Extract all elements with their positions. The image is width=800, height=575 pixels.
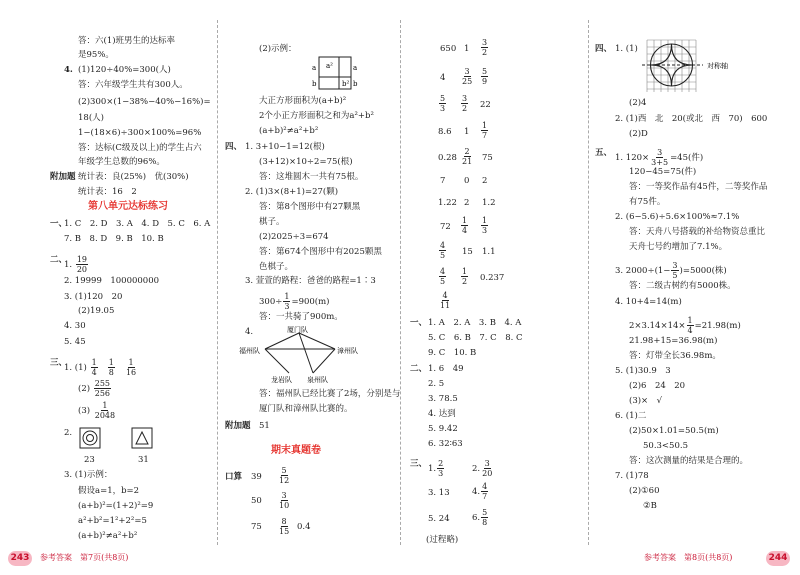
section-label: 四、 (225, 142, 243, 152)
text (615, 148, 703, 167)
numerator: 1 (128, 358, 134, 367)
node-label: 龙岩队 (271, 376, 292, 384)
denominator: 25 (462, 77, 473, 86)
label: b (353, 80, 358, 88)
denominator: 8 (482, 518, 488, 527)
circle-icon (83, 431, 97, 445)
denominator: 11 (440, 301, 451, 310)
text: 2. (472, 464, 481, 474)
exam-title: 期末真题卷 (271, 445, 321, 456)
text: (a+b)²≠a²+b² (259, 126, 319, 136)
numerator: 1 (91, 358, 97, 367)
fraction-cell (460, 216, 469, 235)
fraction-cell (460, 267, 469, 286)
label: a (312, 64, 317, 72)
denominator: 7 (482, 492, 488, 501)
text: 4 (440, 73, 446, 83)
text: (过程略) (426, 535, 459, 545)
text: 0 (464, 176, 470, 186)
fraction-cell (460, 67, 474, 86)
axis-label: 对称轴 (707, 62, 728, 70)
text: 答：第8个图形中有27颗黑 (259, 202, 361, 212)
fraction (439, 267, 446, 286)
denominator: 5 (440, 251, 446, 260)
fraction (481, 38, 488, 57)
numerator: 2 (464, 147, 470, 156)
fraction (461, 267, 468, 286)
text: 3. (1)示例： (64, 470, 113, 480)
text: (2)19.05 (78, 306, 115, 316)
footer-right-text: 参考答案 第8页(共8页) (644, 553, 733, 562)
square-diagram (311, 56, 361, 90)
text: 1. (428, 464, 437, 474)
fraction-cell (277, 466, 291, 485)
divider (588, 20, 589, 545)
denominator: 9 (482, 77, 488, 86)
team-graph (237, 325, 367, 385)
text: 75 (482, 153, 493, 163)
text: 0.237 (480, 273, 505, 283)
denominator: 20 (482, 469, 493, 478)
text: 3. 萱萱的路程：爸爸的路程=1∶3 (245, 276, 376, 286)
edge (313, 349, 335, 373)
text: (2)2025÷3=674 (259, 232, 329, 242)
text (64, 358, 138, 377)
text: 5. 9.42 (428, 424, 458, 434)
text: 75 (251, 522, 262, 532)
text: 8.6 (438, 127, 452, 137)
inner-circle-icon (87, 435, 94, 442)
text: 1. 6 49 (428, 364, 464, 374)
text: 120−45=75(件) (629, 167, 697, 177)
text: 6. 32∶63 (428, 439, 463, 449)
label: b² (342, 80, 350, 88)
text: 5. 45 (64, 337, 86, 347)
text: 1 (464, 44, 470, 54)
section-label: 二、 (410, 364, 428, 374)
text: 2个小正方形面积之和为a²+b² (259, 111, 374, 121)
text: (3) (78, 406, 91, 416)
text: 4. 10+4=14(m) (615, 297, 682, 307)
text: 4. 30 (64, 321, 86, 331)
text: 答：六年级学生共有300人。 (78, 80, 188, 90)
text (615, 261, 727, 280)
denominator: 3+5 (651, 158, 669, 167)
label: a² (326, 62, 333, 70)
text: 1−(18×6)÷300×100%=96% (78, 128, 202, 138)
fraction (125, 358, 137, 377)
node-label: 泉州队 (307, 376, 328, 384)
text: (3)× √ (629, 396, 663, 406)
text: 3. 13 (428, 488, 450, 498)
numerator: 2 (438, 459, 444, 468)
numerator: 4 (440, 241, 446, 250)
denominator: 12 (279, 476, 290, 485)
text: 2. 5 (428, 379, 445, 389)
denominator: 256 (94, 389, 111, 398)
text: 厦门队和漳州队比赛的。 (259, 404, 353, 414)
divider (217, 20, 218, 545)
numerator: 1 (108, 358, 114, 367)
column-3 (410, 0, 580, 550)
text: =45(件) (670, 153, 704, 163)
text: 72 (440, 222, 451, 232)
denominator: 3 (440, 104, 446, 113)
text: 答：六(1)班男生的达标率 (78, 36, 176, 46)
text: 39 (251, 472, 262, 482)
question-number: 4. (64, 65, 73, 75)
text: 7 (440, 176, 446, 186)
section-label: 附加题 (50, 172, 76, 182)
text: 统计表：良(25%) 优(30%) (78, 172, 189, 182)
text: (2)300×(1−38%−40%−16%)= (78, 97, 211, 107)
fraction-cell (438, 94, 447, 113)
denominator: 4 (462, 226, 468, 235)
denominator: 2048 (94, 411, 116, 420)
text: 3. 2000÷(1− (615, 266, 671, 276)
denominator: 2 (462, 104, 468, 113)
label: a (353, 64, 358, 72)
fraction (439, 94, 446, 113)
text: (2)4 (629, 98, 647, 108)
column-1 (50, 0, 215, 550)
text: 统计表：16 2 (78, 187, 137, 197)
text: 色棋子。 (259, 262, 294, 272)
denominator: 20 (76, 265, 88, 274)
text: 答：灯带全长36.98m。 (629, 351, 721, 361)
denominator: 21 (462, 157, 473, 166)
text: 0.4 (297, 522, 311, 532)
numerator: 3 (464, 67, 470, 76)
label: b (312, 80, 317, 88)
text: (3+12)×10÷2=75(根) (259, 157, 353, 167)
denominator: 5 (440, 277, 446, 286)
page-number-right: 244 (766, 551, 790, 566)
fraction (461, 94, 468, 113)
fraction (94, 379, 111, 398)
text (78, 401, 117, 420)
fraction-cell (460, 94, 469, 113)
denominator: 15 (279, 527, 290, 536)
section-label: 口算 (225, 472, 243, 482)
denominator: 16 (125, 368, 137, 377)
text: 答：第674个图形中有2025颗黑 (259, 247, 382, 257)
fraction (650, 148, 669, 167)
text: 答：福州队已经比赛了2场，分别是与 (259, 389, 401, 399)
numerator: 1 (687, 316, 693, 325)
denominator: 8 (108, 368, 114, 377)
denominator: 3 (482, 226, 488, 235)
edge (299, 333, 313, 373)
text: 1. C 2. D 3. A 4. D 5. C 6. A (64, 219, 211, 229)
text: 1. (1) (64, 363, 87, 373)
fraction (283, 292, 290, 311)
text: 2. (1)3×(8+1)=27(颗) (245, 187, 339, 197)
edge (265, 333, 299, 349)
text: 31 (138, 455, 149, 465)
text (629, 316, 741, 335)
numerator: 255 (94, 379, 111, 388)
text: =900(m) (291, 297, 330, 307)
text: 650 (440, 44, 457, 54)
text: (2) (78, 384, 91, 394)
text: 1.22 (438, 198, 457, 208)
text: 18(人) (78, 113, 104, 123)
fraction-cell (438, 267, 447, 286)
numerator: 8 (281, 517, 287, 526)
text: 15 (462, 247, 473, 257)
fraction (687, 316, 694, 335)
text: 1. 3+10−1=12(根) (245, 142, 325, 152)
text (64, 255, 89, 274)
text: 1. 120× (615, 153, 650, 163)
text: 7. B 8. D 9. B 10. B (64, 234, 164, 244)
fraction-cell (277, 517, 291, 536)
footer-left-text: 参考答案 第7页(共8页) (40, 553, 129, 562)
fraction (439, 291, 451, 310)
fraction (481, 67, 488, 86)
text: (2)50×1.01=50.5(m) (629, 426, 719, 436)
fraction (278, 466, 290, 485)
text: 4. 达到 (428, 409, 456, 419)
page-number-left: 243 (8, 551, 32, 566)
numerator: 1 (482, 216, 488, 225)
text: 4. (472, 487, 481, 497)
numerator: 1 (462, 267, 468, 276)
numerator: 5 (482, 508, 488, 517)
column-2 (225, 0, 401, 550)
column-4 (595, 0, 785, 550)
text: 答：天舟八号搭载的补给物资总重比 (629, 227, 766, 237)
section-label: 二、 (50, 255, 68, 265)
fraction (671, 261, 678, 280)
denominator: 2 (482, 48, 488, 57)
fraction (461, 67, 473, 86)
text: 天舟七号约增加了7.1%。 (629, 242, 728, 252)
text: 2. 19999 100000000 (64, 276, 160, 286)
text: 5. 24 (428, 514, 450, 524)
text (472, 482, 489, 501)
text: 3. (1)120 20 (64, 292, 123, 302)
fraction-cell (480, 121, 489, 140)
fraction (94, 401, 116, 420)
denominator: 3 (438, 469, 444, 478)
text: =21.98(m) (694, 321, 741, 331)
text: 21.98+15=36.98(m) (629, 336, 718, 346)
text: (1)120÷40%=300(人) (78, 65, 171, 75)
fraction (481, 121, 488, 140)
text: a²+b²=1²+2²=5 (78, 516, 147, 526)
text: 9. C 10. B (428, 348, 477, 358)
section-label: 一、 (410, 318, 428, 328)
fraction (481, 216, 488, 235)
section-label: 四、 (595, 44, 613, 54)
text: 6. (472, 513, 481, 523)
text (259, 292, 330, 311)
numerator: 3 (672, 261, 678, 270)
fraction-cell (277, 491, 291, 510)
text: 0.28 (438, 153, 457, 163)
edge (299, 333, 335, 349)
text: 年级学生总数的96%。 (78, 157, 165, 167)
text: 答：这次测量的结果是合理的。 (629, 456, 749, 466)
text: 棋子。 (259, 217, 285, 227)
text: 22 (480, 100, 491, 110)
fraction-cell (438, 241, 447, 260)
text: 2. (64, 428, 73, 438)
text: 答：达标(C级及以上)的学生占六 (78, 143, 202, 153)
text: (a+b)²=(1+2)²=9 (78, 501, 154, 511)
numerator: 3 (482, 38, 488, 47)
text: 1.2 (482, 198, 496, 208)
denominator: 4 (91, 368, 97, 377)
text: (2)6 24 20 (629, 381, 686, 391)
text (472, 508, 489, 527)
text: 大正方形面积为(a+b)² (259, 96, 347, 106)
fraction (76, 255, 88, 274)
text: (a+b)²≠a²+b² (78, 531, 138, 541)
triangle-icon (136, 432, 148, 444)
text: 是95%。 (78, 50, 114, 60)
numerator: 3 (657, 148, 663, 157)
section-label: 附加题 (225, 421, 251, 431)
text: 1 (464, 127, 470, 137)
fraction-cell (480, 38, 489, 57)
text: 1. (1) (615, 44, 638, 54)
fraction (461, 216, 468, 235)
section-label: 三、 (410, 459, 428, 469)
node-label: 漳州队 (337, 347, 358, 355)
fraction-cell (438, 291, 452, 310)
fraction (91, 358, 98, 377)
text: 2 (464, 198, 470, 208)
divider (400, 20, 401, 545)
numerator: 1 (482, 121, 488, 130)
text: 1.1 (482, 247, 496, 257)
numerator: 4 (440, 267, 446, 276)
text: )=5000(株) (679, 266, 727, 276)
fraction (439, 241, 446, 260)
symmetry-grid (641, 38, 751, 94)
text: 答：二级古树约有5000株。 (629, 281, 736, 291)
numerator: 1 (462, 216, 468, 225)
text: (2)D (629, 129, 648, 139)
text: 7. (1)78 (615, 471, 649, 481)
text: 1. (64, 260, 73, 270)
text: 300÷ (259, 297, 283, 307)
pattern-figures (78, 426, 168, 452)
fraction (278, 517, 290, 536)
section-label: 三、 (50, 358, 68, 368)
text: 有75件。 (629, 197, 666, 207)
text: 2×3.14×14× (629, 321, 686, 331)
denominator: 7 (482, 131, 488, 140)
numerator: 1 (102, 401, 108, 410)
denominator: 4 (687, 326, 693, 335)
node-label: 厦门队 (287, 326, 308, 334)
numerator: 4 (482, 482, 488, 491)
text: 答：一共骑了900m。 (259, 312, 343, 322)
node-label: 福州队 (239, 347, 260, 355)
numerator: 5 (482, 67, 488, 76)
fraction (481, 508, 488, 527)
text: 23 (84, 455, 95, 465)
text: 50 (251, 496, 262, 506)
text: 6. (1)二 (615, 411, 647, 421)
text: 5. C 6. B 7. C 8. C (428, 333, 523, 343)
edge (265, 349, 289, 373)
text (78, 379, 112, 398)
denominator: 10 (279, 501, 290, 510)
section-label: 一、 (50, 219, 68, 229)
unit-title: 第八单元达标练习 (88, 201, 168, 212)
text: 50.3<50.5 (643, 441, 688, 451)
fraction (108, 358, 115, 377)
text: 答：一等奖作品有45件，二等奖作品 (629, 182, 768, 192)
numerator: 3 (281, 491, 287, 500)
text: 3. 78.5 (428, 394, 458, 404)
text: (2)示例： (259, 44, 297, 54)
numerator: 5 (440, 94, 446, 103)
text: 假设a=1，b=2 (78, 486, 140, 496)
numerator: 3 (484, 459, 490, 468)
denominator: 3 (284, 302, 290, 311)
numerator: 5 (281, 466, 287, 475)
numerator: 4 (442, 291, 448, 300)
fraction (437, 459, 444, 478)
fraction (481, 482, 488, 501)
fraction (461, 147, 473, 166)
text (428, 459, 445, 478)
text: (2)①60 (629, 486, 660, 496)
fraction-cell (460, 147, 474, 166)
denominator: 2 (462, 277, 468, 286)
numerator: 19 (76, 255, 88, 264)
numerator: 3 (462, 94, 468, 103)
fraction-cell (480, 216, 489, 235)
text (472, 459, 494, 478)
numerator: 1 (284, 292, 290, 301)
section-label: 五、 (595, 148, 613, 158)
text: 2. (1)西 北 20(或北 西 70) 600 (615, 114, 768, 124)
text: 4. (245, 327, 254, 337)
text: 5. (1)30.9 3 (615, 366, 671, 376)
text: 1. A 2. A 3. B 4. A (428, 318, 522, 328)
denominator: 5 (672, 271, 678, 280)
text: 2. (6−5.6)÷5.6×100%≈7.1% (615, 212, 740, 222)
text: 答：这堆圆木一共有75根。 (259, 172, 364, 182)
fraction-cell (480, 67, 489, 86)
text: 51 (259, 421, 270, 431)
text: 2 (482, 176, 488, 186)
fraction (278, 491, 290, 510)
fraction (481, 459, 493, 478)
text: ②B (643, 501, 657, 511)
